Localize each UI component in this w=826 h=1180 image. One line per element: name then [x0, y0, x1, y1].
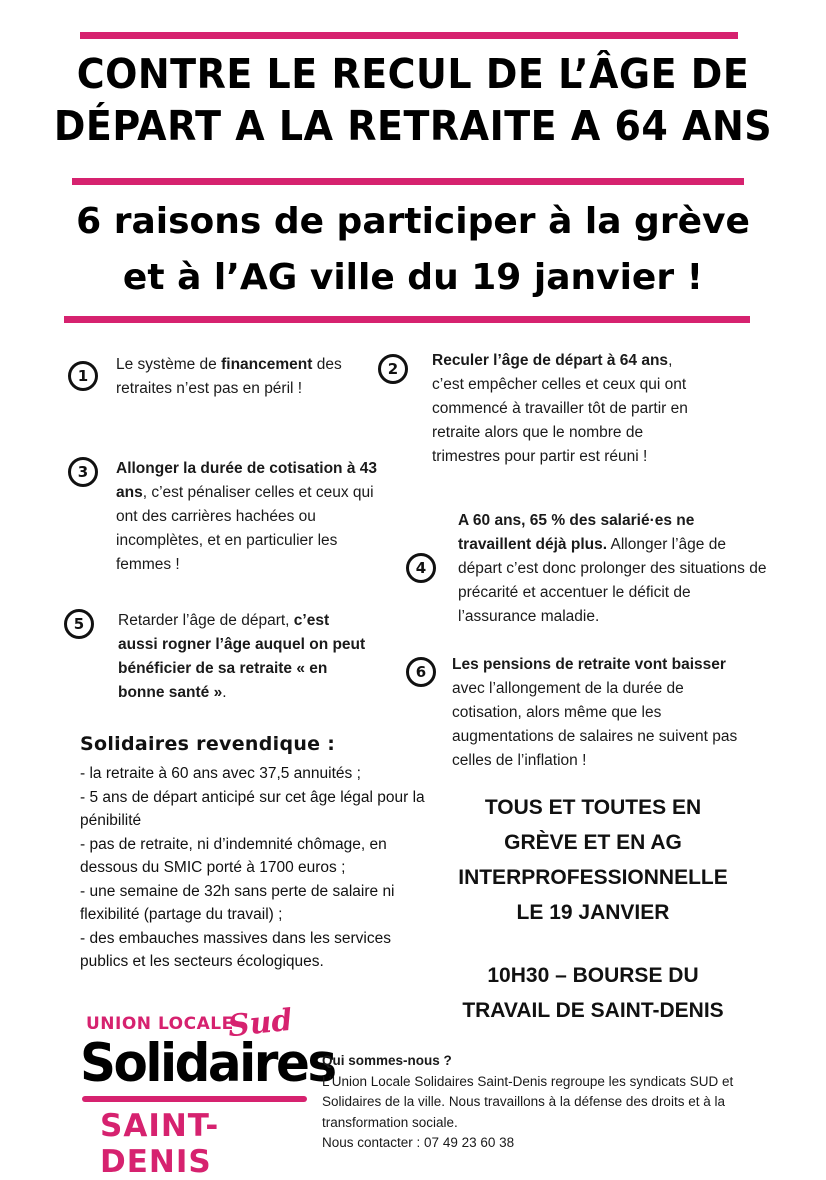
- strike-call-line1: TOUS ET TOUTES EN: [484, 796, 702, 819]
- about-section: [322, 1051, 782, 1154]
- revendique-title: Solidaires revendique :: [80, 733, 336, 755]
- title-bottom-rule: [72, 178, 744, 185]
- reason-2-text: Reculer l’âge de départ à 64 ans, c’est empêcher celles et ceux qui ont commencé à travailler tôt de partir en retraite alors que le nombre de trimestres pour partir est réuni !: [432, 352, 688, 465]
- reason-3-number: 3: [68, 457, 98, 487]
- reason-1-text: Le système de financement des retraites n’est pas en péril !: [116, 356, 342, 397]
- logo-saint-denis: SAINT-DENIS: [100, 1108, 220, 1180]
- strike-call-line4: LE 19 JANVIER: [516, 901, 670, 924]
- meeting-place-line2: TRAVAIL DE SAINT-DENIS: [462, 999, 724, 1022]
- list-item: - pas de retraite, ni d’indemnité chômage, en dessous du SMIC porté à 1700 euros ;: [80, 835, 387, 876]
- meeting-place: [440, 958, 746, 1028]
- strike-call: [440, 790, 746, 930]
- reason-2-number: 2: [378, 354, 408, 384]
- list-item: - une semaine de 32h sans perte de salaire ni flexibilité (partage du travail) ;: [80, 882, 395, 923]
- subtitle-line1: 6 raisons de participer à la grève: [76, 201, 750, 242]
- reason-4-number: 4: [406, 553, 436, 583]
- top-rule: [80, 32, 738, 39]
- logo-union-locale: UNION LOCALE: [86, 1014, 234, 1034]
- main-title-line1: CONTRE LE RECUL DE L’ÂGE DE: [76, 50, 750, 98]
- reason-5-number: 5: [64, 609, 94, 639]
- reason-6-text: Les pensions de retraite vont baisser avec l’allongement de la durée de cotisation, alors même que les augmentations de salaires ne suivent pas celles de l’inflation !: [452, 656, 738, 769]
- reason-3-text: Allonger la durée de cotisation à 43 ans, c’est pénaliser celles et ceux qui ont des carrières hachées ou incomplètes, et en particulier les femmes !: [116, 460, 377, 573]
- logo-underline: [82, 1096, 307, 1102]
- logo-solidaires: Solidaires: [80, 1032, 335, 1094]
- reason-6-number: 6: [406, 657, 436, 687]
- meeting-place-line1: 10H30 – BOURSE DU: [487, 964, 699, 987]
- main-title: [30, 48, 796, 152]
- subtitle: [30, 194, 796, 306]
- list-item: - 5 ans de départ anticipé sur cet âge légal pour la pénibilité: [80, 788, 425, 829]
- subtitle-bottom-rule: [64, 316, 750, 323]
- main-title-line2: DÉPART A LA RETRAITE A 64 ANS: [53, 102, 773, 150]
- reason-5-text: Retarder l’âge de départ, c’est aussi rogner l’âge auquel on peut bénéficier de sa retraite « en bonne santé ».: [118, 612, 366, 701]
- subtitle-line2: et à l’AG ville du 19 janvier !: [122, 257, 704, 298]
- revendique-list: [80, 762, 430, 974]
- solidaires-logo: [80, 1002, 335, 1180]
- about-heading: Qui sommes-nous ?: [322, 1053, 452, 1068]
- list-item: - la retraite à 60 ans avec 37,5 annuités ;: [80, 765, 361, 782]
- strike-call-line2: GRÈVE ET EN AG: [504, 831, 682, 854]
- strike-call-line3: INTERPROFESSIONNELLE: [458, 866, 728, 889]
- list-item: - des embauches massives dans les services publics et les secteurs écologiques.: [80, 929, 391, 970]
- logo-sud: Sud: [226, 1002, 295, 1045]
- about-contact: Nous contacter : 07 49 23 60 38: [322, 1135, 515, 1150]
- reason-4-text: A 60 ans, 65 % des salarié·es ne travaillent déjà plus. Allonger l’âge de départ c’est donc prolonger des situations de précarité et accentuer le déficit de l’assurance maladie.: [458, 512, 767, 625]
- about-text: L’Union Locale Solidaires Saint-Denis regroupe les syndicats SUD et Solidaires de la ville. Nous travaillons à la défense des droits et à la transformation sociale.: [322, 1073, 734, 1130]
- reason-1-number: 1: [68, 361, 98, 391]
